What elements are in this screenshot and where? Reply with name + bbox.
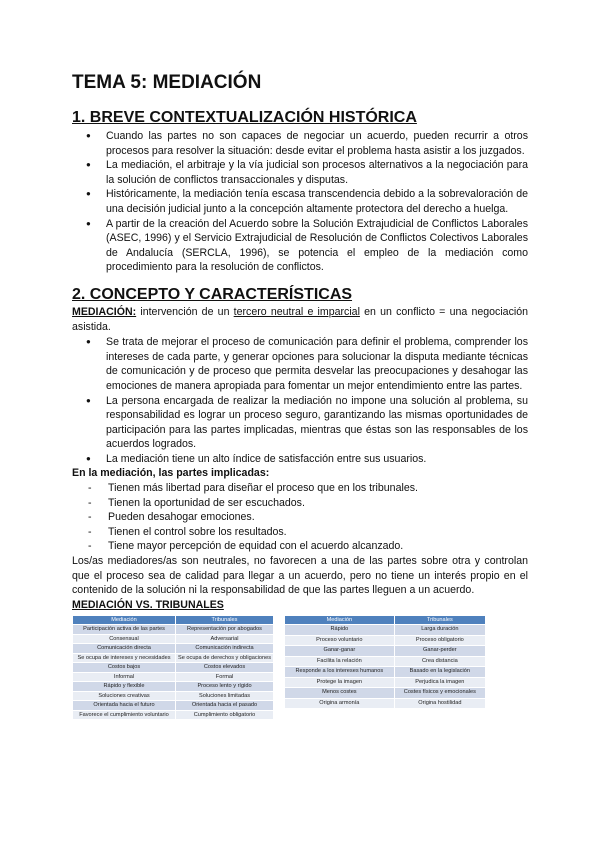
table-cell: Larga duración xyxy=(394,625,485,636)
table-cell: Costos bajos xyxy=(73,663,176,673)
table-cell: Costes físicos y emocionales xyxy=(394,688,485,699)
table-cell: Formal xyxy=(176,672,274,682)
table-cell: Facilita la relación xyxy=(285,656,395,667)
table-cell: Soluciones creativas xyxy=(73,691,176,701)
table-cell: Rápido xyxy=(285,625,395,636)
table-row xyxy=(285,688,486,699)
table-cell: Comunicación indirecta xyxy=(176,644,274,654)
table-cell: Cumplimiento obligatorio xyxy=(176,710,274,720)
table-row xyxy=(73,653,274,663)
table-row xyxy=(73,663,274,673)
table-cell: Adversarial xyxy=(176,634,274,644)
table-cell: Favorece el cumplimiento voluntario xyxy=(73,710,176,720)
list-item: - Tienen más libertad para diseñar el proceso que en los tribunales. xyxy=(88,481,528,496)
list-item: ● A partir de la creación del Acuerdo sobre la Solución Extrajudicial de Conflictos Laborales (ASEC, 1996) y el Servicio Extrajudicial de Resolución de Conflictos Colectivos Laborales de Andalucía (SERCLA, 1996), se potencia el empleo de la mediación como procedimiento para la resolución de conflictos. xyxy=(84,217,528,275)
mediation-definition xyxy=(72,305,528,334)
table-row xyxy=(73,672,274,682)
table-cell: Representación por abogados xyxy=(176,625,274,635)
table-row xyxy=(285,635,486,646)
comparison-heading: MEDIACIÓN VS. TRIBUNALES xyxy=(72,598,224,611)
table-cell: Se ocupa de derechos y obligaciones xyxy=(176,653,274,663)
page-title: TEMA 5: MEDIACIÓN xyxy=(72,72,262,93)
table-header: Mediación xyxy=(73,615,176,625)
table-cell: Ganar-ganar xyxy=(285,646,395,657)
definition-text-pre: intervención de un xyxy=(136,305,234,318)
table-row xyxy=(73,691,274,701)
table-header: Tribunales xyxy=(176,615,274,625)
definition-label: MEDIACIÓN: xyxy=(72,305,137,318)
table-row xyxy=(73,644,274,654)
table-cell: Orientada hacia el pasado xyxy=(176,701,274,711)
list-item: ● La persona encargada de realizar la mediación no impone una solución al problema, su responsabilidad es lograr un proceso seguro, garantizando las mismas oportunidades de participación para las partes implicadas, mientras que éstas son las responsables de los acuerdos logrados. xyxy=(84,394,528,452)
table-cell: Orientada hacia el futuro xyxy=(73,701,176,711)
table-cell: Costos elevados xyxy=(176,663,274,673)
list-item: ● La mediación, el arbitraje y la vía judicial son procesos alternativos a la negociación para la solución de conflictos transaccionales y disputas. xyxy=(84,158,528,187)
definition-underlined: tercero neutral e imparcial xyxy=(233,305,360,318)
parties-heading: En la mediación, las partes implicadas: xyxy=(72,467,270,480)
list-item: - Tiene mayor percepción de equidad con el acuerdo alcanzado. xyxy=(88,539,528,554)
section-heading-concept: 2. CONCEPTO Y CARACTERÍSTICAS xyxy=(72,285,353,303)
table-row xyxy=(285,677,486,688)
table-cell: Responde a los intereses humanos xyxy=(285,667,395,678)
table-cell: Consensual xyxy=(73,634,176,644)
table-cell: Crea distancia xyxy=(394,656,485,667)
table-cell: Rápido y flexible xyxy=(73,682,176,692)
table-cell: Proceso voluntario xyxy=(285,635,395,646)
table-row xyxy=(285,646,486,657)
table-cell: Proceso obligatorio xyxy=(394,635,485,646)
comparison-table-left xyxy=(72,615,274,721)
list-item: - Pueden desahogar emociones. xyxy=(88,510,528,525)
table-cell: Se ocupa de intereses y necesidades xyxy=(73,653,176,663)
table-header: Tribunales xyxy=(394,615,485,625)
table-row xyxy=(285,625,486,636)
table-cell: Protege la imagen xyxy=(285,677,395,688)
definition-text-post: en un conflicto = una negociación asistida. xyxy=(72,305,528,333)
table-row xyxy=(285,667,486,678)
parties-dash-list xyxy=(72,481,528,554)
list-item: ● La mediación tiene un alto índice de satisfacción entre sus usuarios. xyxy=(84,452,528,467)
table-cell: Ganar-perder xyxy=(394,646,485,657)
history-bullet-list xyxy=(72,129,528,275)
concept-bullet-list xyxy=(72,335,528,466)
table-row xyxy=(73,634,274,644)
table-cell: Perjudica la imagen xyxy=(394,677,485,688)
table-cell: Proceso lento y rígido xyxy=(176,682,274,692)
table-cell: Participación activa de las partes xyxy=(73,625,176,635)
table-cell: Origina armonía xyxy=(285,698,395,709)
table-row xyxy=(73,710,274,720)
list-item: ● Cuando las partes no son capaces de negociar un acuerdo, pueden recurrir a otros procesos para resolver la situación: desde evitar el problema hasta asistir a los juzgados. xyxy=(84,129,528,158)
table-cell: Comunicación directa xyxy=(73,644,176,654)
table-row xyxy=(73,682,274,692)
list-item: - Tienen el control sobre los resultados. xyxy=(88,525,528,540)
table-cell: Basado en la legislación xyxy=(394,667,485,678)
table-cell: Informal xyxy=(73,672,176,682)
section-heading-history: 1. BREVE CONTEXTUALIZACIÓN HISTÓRICA xyxy=(72,109,417,126)
table-row xyxy=(73,701,274,711)
table-row xyxy=(73,625,274,635)
comparison-tables xyxy=(72,615,528,725)
list-item: ● Históricamente, la mediación tenía escasa transcendencia debido a la sobrevaloración de una decisión judicial junto a la concepción altamente protectora del derecho a huelga. xyxy=(84,187,528,216)
comparison-table-right xyxy=(284,615,486,710)
table-header: Mediación xyxy=(285,615,395,625)
list-item: ● Se trata de mejorar el proceso de comunicación para definir el problema, comprender los intereses de cada parte, y generar opciones para solucionar la disputa mediante técnicas de comunicación y de proceso que permita desvelar las preocupaciones y desahogar las emociones de manera apropiada para fomentar un mejor entendimiento entre las partes. xyxy=(84,335,528,393)
table-row xyxy=(285,656,486,667)
mediators-paragraph: Los/as mediadores/as son neutrales, no favorecen a una de las partes sobre otra y controlan que el proceso sea de calidad para llegar a un acuerdo, pero no tiene un interés propio en el contenido de la solución ni la responsabilidad de que las partes lleguen a un acuerdo. xyxy=(72,555,528,597)
table-cell: Soluciones limitadas xyxy=(176,691,274,701)
table-cell: Origina hostilidad xyxy=(394,698,485,709)
table-cell: Menos costes xyxy=(285,688,395,699)
list-item: - Tienen la oportunidad de ser escuchados. xyxy=(88,496,528,511)
table-row xyxy=(285,698,486,709)
